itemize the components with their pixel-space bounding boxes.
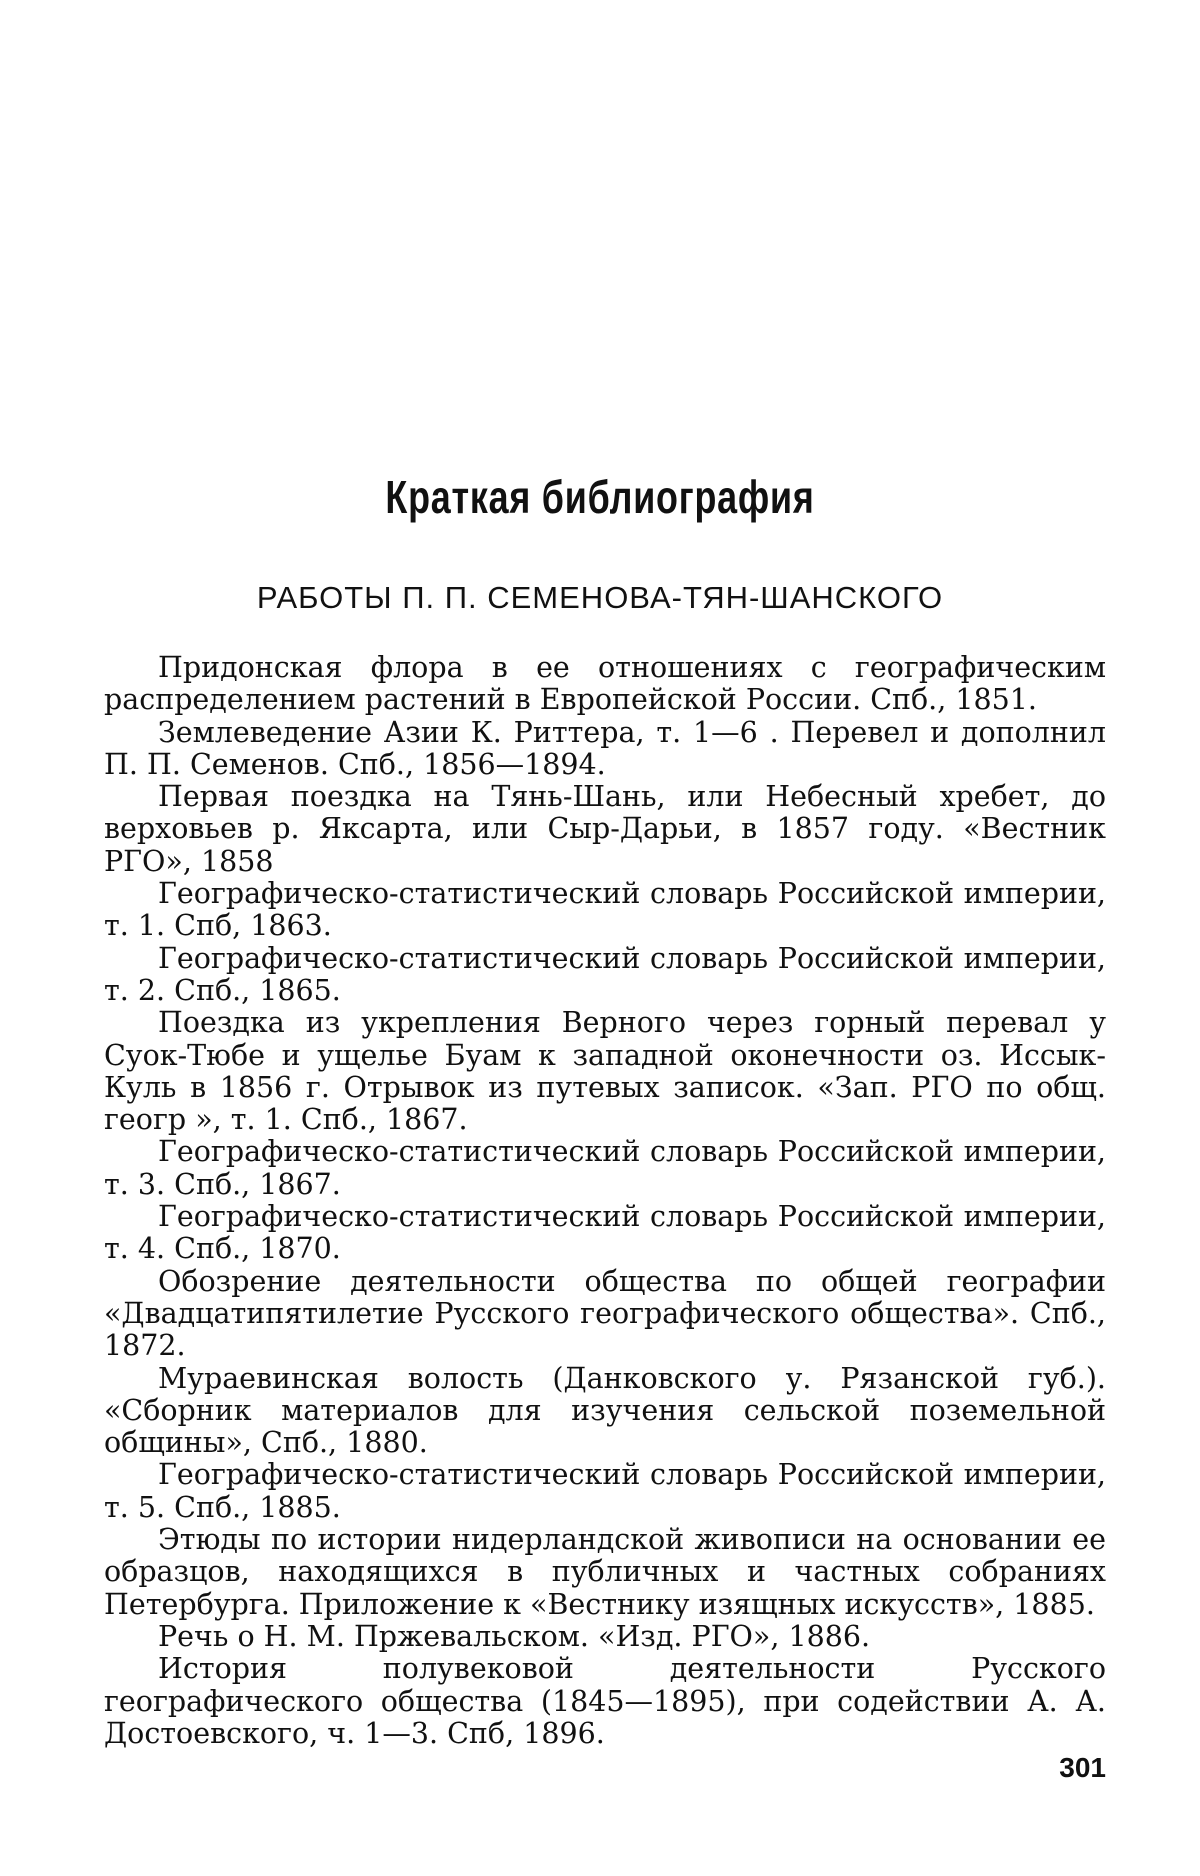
bibliography-entry: Придонская флора в ее отношениях с географическим распределением растений в Европейской России. Спб., 1851. <box>104 651 1106 717</box>
bibliography-entry: Первая поездка на Тянь-Шань, или Небесный хребет, до верховьев р. Яксарта, или Сыр-Дарьи, в 1857 году. «Вестник РГО», 1858 <box>104 780 1106 878</box>
bibliography-entry: Географическо-статистический словарь Российской империи, т. 2. Спб., 1865. <box>104 941 1106 1007</box>
bibliography-entry: Поездка из укрепления Верного через горный перевал у Суок-Тюбе и ущелье Буам к западной оконечности оз. Иссык-Куль в 1856 г. Отрывок из путевых записок. «Зап. РГО по общ. геогр », т. 1. Спб., 1867. <box>104 1006 1106 1137</box>
section-heading: РАБОТЫ П. П. СЕМЕНОВА-ТЯН-ШАНСКОГО <box>256 580 944 615</box>
bibliography-entry: Этюды по истории нидерландской живописи на основании ее образцов, находящихся в публичных и частных собраниях Петербурга. Приложение к «Вестнику изящных искусств», 1885. <box>104 1523 1106 1621</box>
bibliography-entry: Мураевинская волость (Данковского у. Рязанской губ.). «Сборник материалов для изучения сельской поземельной общины», Спб., 1880. <box>104 1361 1106 1460</box>
bibliography-entry: История полувековой деятельности Русского географического общества (1845—1895), при содействии А. А. Достоевского, ч. 1—3. Спб, 1896. <box>104 1652 1106 1750</box>
page-number: 301 <box>1059 1752 1106 1783</box>
bibliography-entry: Географическо-статистический словарь Российской империи, т. 4. Спб., 1870. <box>104 1200 1106 1266</box>
bibliography-entry: Географическо-статистический словарь Российской империи, т. 1. Спб, 1863. <box>104 877 1106 943</box>
bibliography-entry: Географическо-статистический словарь Российской империи, т. 5. Спб., 1885. <box>104 1458 1106 1524</box>
bibliography-entry: Речь о Н. М. Пржевальском. «Изд. РГО», 1886. <box>158 1619 871 1653</box>
bibliography-entry: Обозрение деятельности общества по общей географии «Двадцатипятилетие Русского географического общества». Спб., 1872. <box>104 1264 1106 1363</box>
bibliography-list <box>104 652 1106 1750</box>
bibliography-entry: Географическо-статистический словарь Российской империи, т. 3. Спб., 1867. <box>104 1135 1106 1201</box>
page-title: Краткая библиография <box>385 471 815 523</box>
bibliography-entry: Землеведение Азии К. Риттера, т. 1—6 . Перевел и дополнил П. П. Семенов. Спб., 1856—1894. <box>104 715 1106 781</box>
